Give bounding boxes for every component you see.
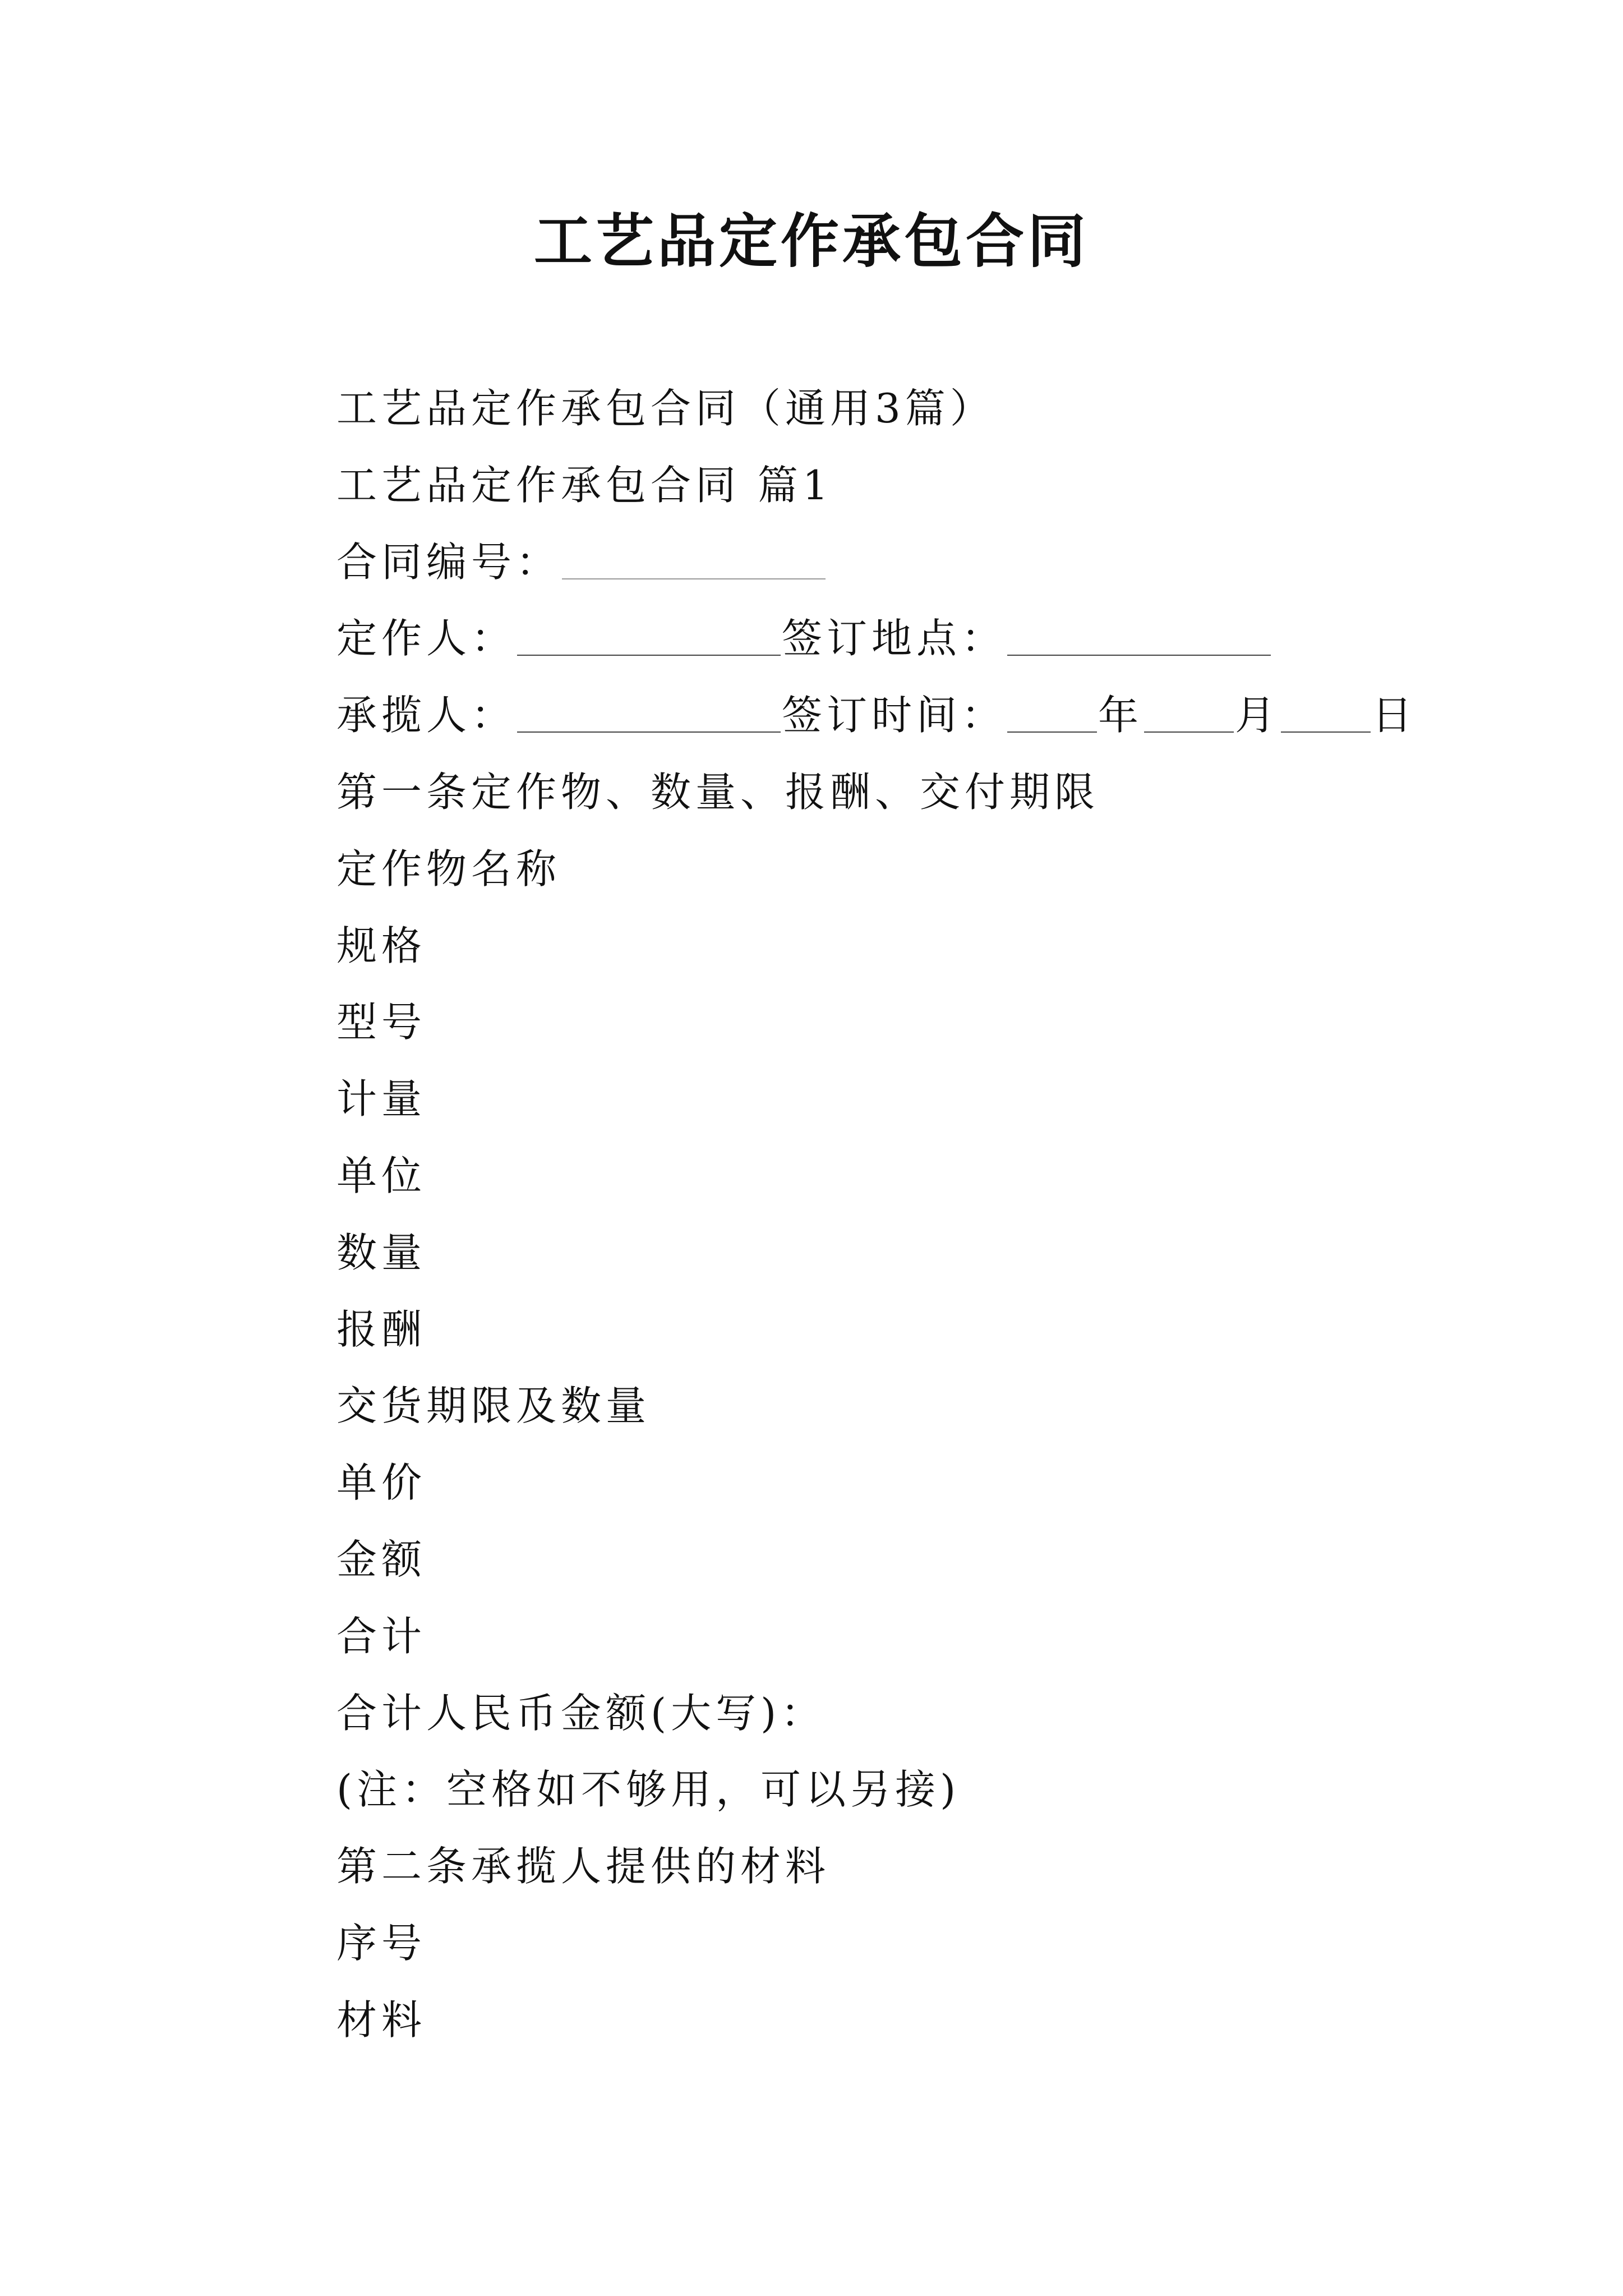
subtitle: 工艺品定作承包合同（通用3篇） bbox=[336, 385, 995, 432]
contract-number-blank bbox=[562, 578, 826, 579]
sign-time-label: 签订时间： bbox=[782, 692, 1007, 739]
article-1-heading: 第一条定作物、数量、报酬、交付期限 bbox=[336, 768, 1100, 816]
month-blank bbox=[1144, 731, 1234, 733]
article-1-item: 规格 bbox=[336, 922, 427, 969]
sign-place-blank bbox=[1007, 655, 1271, 656]
article-2-item: 材料 bbox=[336, 1996, 427, 2044]
article-1-item: 定作物名称 bbox=[336, 845, 561, 892]
year-label: 年 bbox=[1098, 692, 1144, 739]
section-heading: 工艺品定作承包合同 篇1 bbox=[336, 461, 833, 509]
article-2-item: 序号 bbox=[336, 1919, 427, 1967]
article-1-item: 报酬 bbox=[336, 1305, 427, 1353]
day-blank bbox=[1281, 731, 1371, 733]
year-blank bbox=[1007, 731, 1097, 733]
note: (注：空格如不够用，可以另接) bbox=[336, 1766, 961, 1814]
document-body bbox=[336, 370, 1458, 2059]
article-1-item: 单位 bbox=[336, 1152, 427, 1199]
sign-place-label: 签订地点： bbox=[782, 615, 1007, 662]
article-2-heading: 第二条承揽人提供的材料 bbox=[336, 1843, 831, 1890]
article-1-item: 金额 bbox=[336, 1535, 427, 1583]
orderer-blank bbox=[517, 655, 781, 656]
article-1-item: 交货期限及数量 bbox=[336, 1382, 651, 1430]
article-1-item: 合计 bbox=[336, 1612, 427, 1660]
contractor-label: 承揽人： bbox=[336, 692, 517, 739]
day-label: 日 bbox=[1372, 692, 1417, 739]
contract-number-label: 合同编号： bbox=[336, 538, 561, 586]
page-title: 工艺品定作承包合同 bbox=[533, 206, 1089, 275]
contractor-row bbox=[336, 677, 1458, 754]
contract-number-row bbox=[336, 524, 1458, 601]
article-1-item: 数量 bbox=[336, 1228, 427, 1276]
total-rmb-label: 合计人民币金额(大写)： bbox=[336, 1689, 826, 1737]
article-1-item: 单价 bbox=[336, 1459, 427, 1507]
orderer-label: 定作人： bbox=[336, 615, 517, 662]
month-label: 月 bbox=[1235, 692, 1280, 739]
article-1-item: 型号 bbox=[336, 999, 427, 1046]
orderer-row bbox=[336, 600, 1458, 677]
article-1-item: 计量 bbox=[336, 1075, 427, 1123]
contractor-blank bbox=[517, 731, 781, 733]
